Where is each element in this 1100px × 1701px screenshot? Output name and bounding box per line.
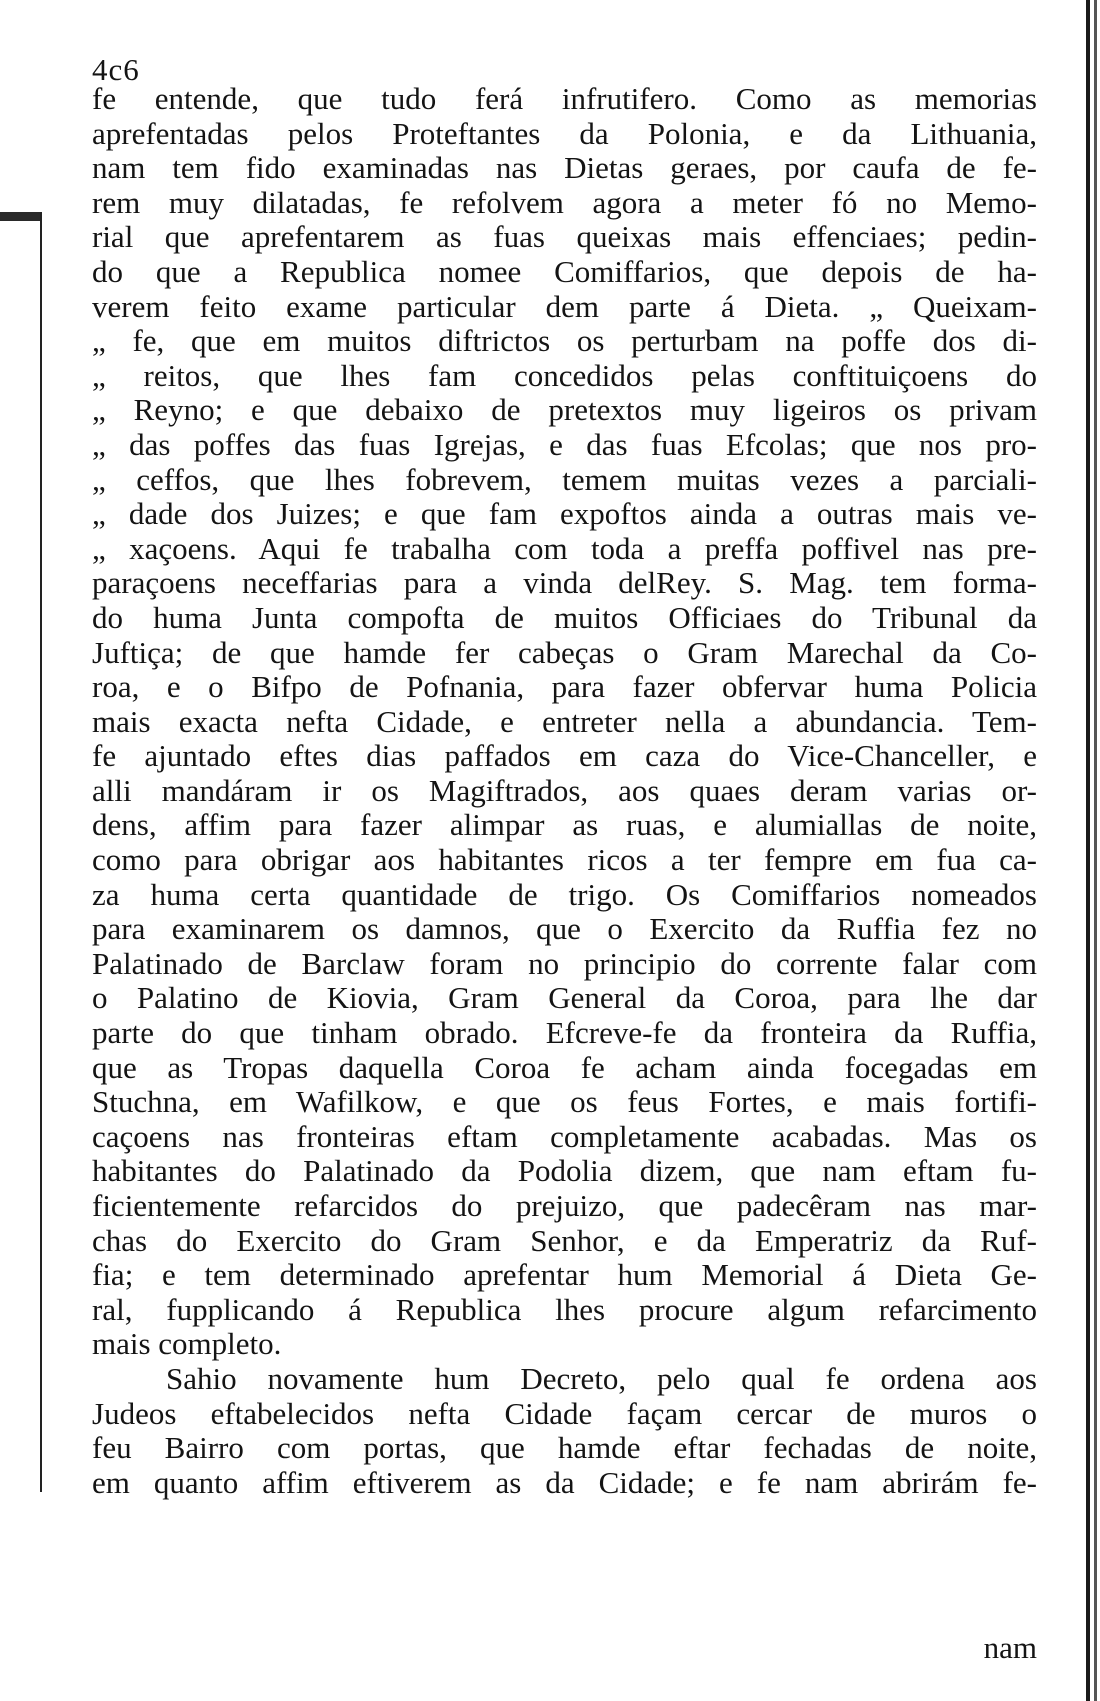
text-line: mais exacta nefta Cidade, e entreter nella a abundancia. Tem- <box>92 703 1037 739</box>
text-line: fe ajuntado eftes dias paffados em caza do Vice-Chanceller, e <box>92 738 1037 774</box>
body-text <box>92 82 1037 1500</box>
text-line: aprefentadas pelos Proteftantes da Polonia, e da Lithuania, <box>92 115 1037 151</box>
text-line: como para obrigar aos habitantes ricos a ter fempre em fua ca- <box>92 842 1037 878</box>
text-line: Palatinado de Barclaw foram no principio do corrente falar com <box>92 945 1037 981</box>
text-line: do que a Republica nomee Comiffarios, que depois de ha- <box>92 253 1037 289</box>
text-line: ral, fupplicando á Republica lhes procure algum refarcimento <box>92 1291 1037 1327</box>
text-line: Sahio novamente hum Decreto, pelo qual fe ordena aos <box>166 1360 1037 1396</box>
text-line: nam tem fido examinadas nas Dietas geraes, por caufa de fe- <box>92 150 1037 186</box>
text-line: feu Bairro com portas, que hamde eftar fechadas de noite, <box>92 1430 1037 1466</box>
text-line: que as Tropas daquella Coroa fe acham ainda focegadas em <box>92 1049 1037 1085</box>
text-line: „ ceffos, que lhes fobrevem, temem muitas vezes a parciali- <box>92 461 1037 497</box>
text-line: o Palatino de Kiovia, Gram General da Coroa, para lhe dar <box>92 980 1037 1016</box>
text-line: caçoens nas fronteiras eftam completamente acabadas. Mas os <box>92 1118 1037 1154</box>
page-number: 4c6 <box>92 52 140 87</box>
paragraph-1 <box>92 82 1037 1362</box>
text-line: „ Reyno; e que debaixo de pretextos muy ligeiros os privam <box>92 392 1037 428</box>
catchword: nam <box>983 1630 1037 1665</box>
text-line: chas do Exercito do Gram Senhor, e da Emperatriz da Ruf- <box>92 1222 1037 1258</box>
text-line: rem muy dilatadas, fe refolvem agora a meter fó no Memo- <box>92 184 1037 220</box>
text-line: ficientemente refarcidos do prejuizo, que padecêram nas mar- <box>92 1188 1037 1223</box>
text-line: paraçoens neceffarias para a vinda delRey. S. Mag. tem forma- <box>92 565 1037 601</box>
text-line: para examinarem os damnos, que o Exercito da Ruffia fez no <box>92 911 1037 947</box>
text-line: Juftiça; de que hamde fer cabeças o Gram Marechal da Co- <box>92 634 1037 670</box>
paragraph-2 <box>92 1362 1037 1500</box>
text-line: roa, e o Bifpo de Pofnania, para fazer obfervar huma Policia <box>92 669 1037 705</box>
text-line: „ xaçoens. Aqui fe trabalha com toda a preffa poffivel nas pre- <box>92 530 1037 566</box>
text-line: fe entende, que tudo ferá infrutifero. Como as memorias <box>92 81 1037 116</box>
text-line: do huma Junta compofta de muitos Officiaes do Tribunal da <box>92 599 1037 635</box>
text-line: Judeos eftabelecidos nefta Cidade façam cercar de muros o <box>92 1395 1037 1431</box>
text-line: em quanto affim eftiverem as da Cidade; e fe nam abrirám fe- <box>92 1464 1037 1500</box>
text-line: za huma certa quantidade de trigo. Os Comiffarios nomeados <box>92 876 1037 912</box>
text-line: verem feito exame particular dem parte á Dieta. „ Queixam- <box>92 288 1037 324</box>
text-line: „ das poffes das fuas Igrejas, e das fuas Efcolas; que nos pro- <box>92 426 1037 462</box>
text-line: „ dade dos Juizes; e que fam expoftos ainda a outras mais ve- <box>92 496 1037 532</box>
text-line: dens, affim para fazer alimpar as ruas, e alumiallas de noite, <box>92 807 1037 843</box>
text-line: habitantes do Palatinado da Podolia dizem, que nam eftam fu- <box>92 1153 1037 1189</box>
text-line: parte do que tinham obrado. Efcreve-fe da fronteira da Ruffia, <box>92 1015 1037 1051</box>
text-line: rial que aprefentarem as fuas queixas mais effenciaes; pedin- <box>92 219 1037 255</box>
binding-shadow <box>0 212 42 1492</box>
text-line: „ fe, que em muitos diftrictos os perturbam na poffe dos di- <box>92 323 1037 359</box>
page-edge <box>1086 0 1100 1701</box>
text-line: fia; e tem determinado aprefentar hum Memorial á Dieta Ge- <box>92 1257 1037 1293</box>
text-line: „ reitos, que lhes fam concedidos pelas conftituiçoens do <box>92 357 1037 393</box>
text-line: mais completo. <box>92 1326 282 1362</box>
text-line: alli mandáram ir os Magiftrados, aos quaes deram varias or- <box>92 772 1037 808</box>
text-line: Stuchna, em Wafilkow, e que os feus Fortes, e mais fortifi- <box>92 1084 1037 1120</box>
